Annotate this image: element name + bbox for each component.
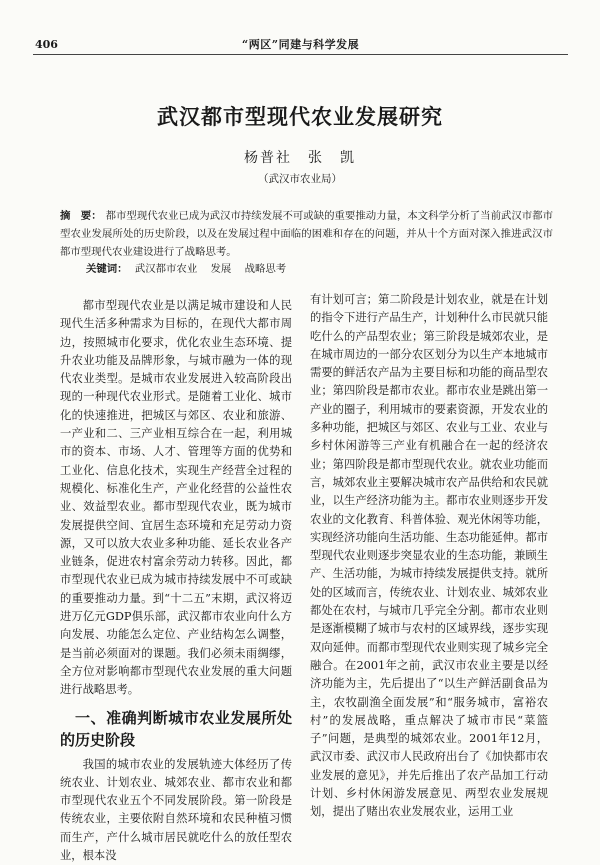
article-title: 武汉都市型现代农业发展研究 [157, 105, 443, 129]
page-number: 406 [35, 38, 58, 51]
running-header [33, 38, 568, 55]
abstract [60, 207, 553, 261]
body-column-left [60, 297, 292, 865]
journal-name: “两区”同建与科学发展 [241, 38, 360, 51]
body-paragraph: 有计划可言；第二阶段是计划农业，就是在计划的指令下进行产品生产，计划种什么市民就只能吃什么的产品型农业；第三阶段是城郊农业，是在城市周边的一部分农区划分为以生产本地城市需要的鲜活农产品为主要目标和功能的商品型农业；第四阶段是都市农业。都市农业是跳出第一产业的圈子，利用城市的要素资源，开发农业的多种功能，把城区与郊区、农业与工业、农业与乡村休闲游等三产业有机融合在一起的经济农业；第四阶段是都市型现代农业。就农业功能而言，城郊农业主要解决城市农产品供给和农民就业，以生产经济功能为主。都市农业则逐步开发农业的文化教育、科普体验、观光休闲等功能，实现经济功能向生活功能、生态功能延伸。都市型现代农业则逐步突显农业的生态功能，兼顾生产、生活功能，为城市持续发展提供支持。就所处的区域而言，传统农业、计划农业、城郊农业都处在农村，与城市几乎完全分割。都市农业则是逐渐模糊了城市与农村的区域界线，逐步实现双向延伸。而都市型现代农业则实现了城乡完全融合。在2001年之前，武汉市农业主要是以经济功能为主，先后提出了“以生产鲜活副食品为主，农牧副渔全面发展”和“服务城市，富裕农村”的发展战略，重点解决了城市市民“菜篮子”问题，是典型的城郊农业。2001年12月，武汉市委、武汉市人民政府出台了《加快都市农业发展的意见》，并先后推出了农产品加工行动计划、乡村休闲游发展意见、两型农业发展规划，提出了赌出农业发展农业，运用工业 [310, 293, 548, 819]
body-column-right [310, 291, 548, 822]
keyword-item: 发展 [210, 263, 232, 275]
body-paragraph: 我国的城市农业的发展轨迹大体经历了传统农业、计划农业、城郊农业、都市农业和都市型现代农业五个不同发展阶段。第一阶段是传统农业，主要依附自然环境和农民种植习惯而生产，产什么城市居民就吃什么的放任型农业，根本没 [60, 757, 292, 863]
article-authors: 杨普社 张 凯 [244, 150, 356, 166]
author-affiliation: （武汉市农业局） [258, 173, 342, 185]
keyword-item: 武汉都市农业 [134, 263, 198, 275]
body-paragraph: 都市型现代农业是以满足城市建设和人民现代生活多种需求为目标的，在现代大都市周边，按照城市化要求，优化农业生态环境、提升农业功能及品牌形象，与城市融为一体的现代农业类型。是城市农业发展进入较高阶段出现的一种现代农业形式。是随着工业化、城市化的快速推进，把城区与郊区、农业和旅游、一产业和二、三产业相互综合在一起，利用城市的资本、市场、人才、管理等方面的优势和工业化、信息化技术，实现生产经营全过程的规模化、标准化生产，产业化经营的公益性农业、效益型农业。都市型现代农业，既为城市发展提供空间、宜居生态环境和充足劳动力资源，又可以放大农业多种功能、延长农业各产业链条，促进农村富余劳动力转移。因此，都市型现代农业已成为城市持续发展中不可或缺的重要推动力量。到“十二五”末期，武汉将迈进万亿元GDP俱乐部，武汉都市农业向什么方向发展、功能怎么定位、产业结构怎么调整，是当前必须面对的课题。我们必须未雨绸缪，全方位对影响都市型现代农业发展的重大问题进行战略思考。 [60, 299, 292, 697]
keyword-item: 战略思考 [244, 263, 287, 275]
keywords-label: 关键词： [86, 263, 128, 275]
section-heading: 一、准确判断城市农业发展所处的历史阶段 [60, 708, 292, 749]
abstract-label: 摘 要： [60, 210, 102, 222]
keywords [86, 261, 553, 277]
abstract-text: 都市型现代农业已成为武汉市持续发展不可或缺的重要推动力量，本文科学分析了当前武汉市都市型农业发展所处的历史阶段，以及在发展过程中面临的困难和存在的问题，并从十个方面对深入推进武汉市都市型现代农业建设进行了战略思考。 [60, 210, 554, 258]
